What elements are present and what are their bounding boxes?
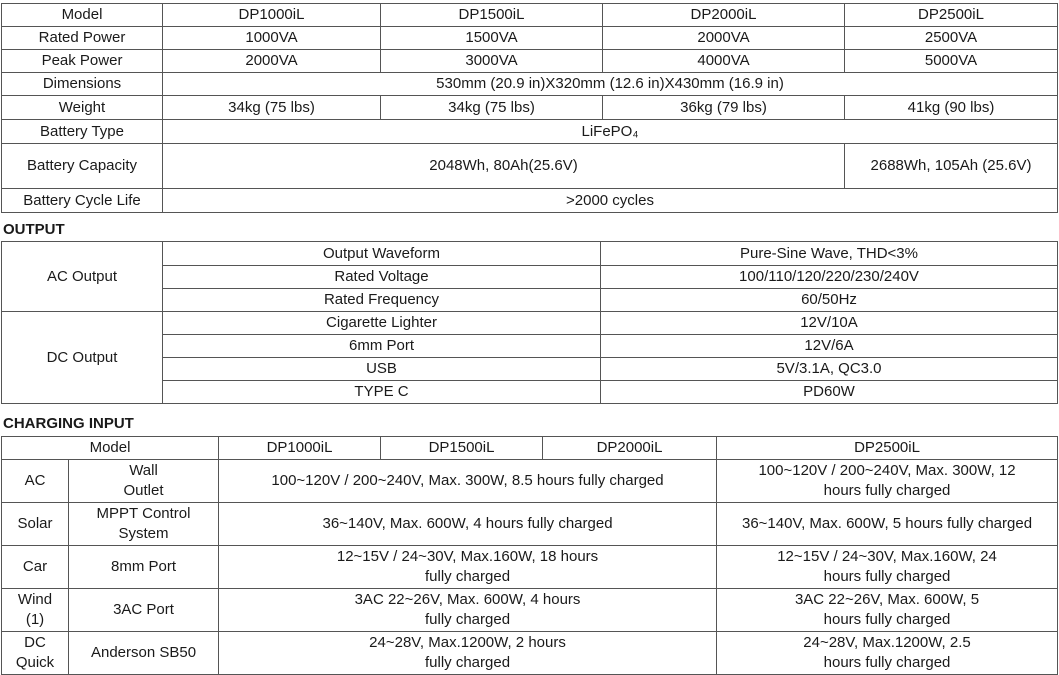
spec-row-peak-power (2, 50, 1058, 73)
charging-type: Solar (2, 503, 69, 546)
charging-type: Car (2, 546, 69, 589)
spec-value: LiFePO₄ (163, 120, 1058, 144)
spec-value: 4000VA (603, 50, 845, 73)
charging-port: 8mm Port (69, 546, 219, 589)
spec-value: 2000VA (603, 27, 845, 50)
output-param: Output Waveform (163, 242, 601, 266)
spec-row-battery-type (2, 120, 1058, 144)
spec-value: 1000VA (163, 27, 381, 50)
output-value: 100/110/120/220/230/240V (601, 266, 1058, 289)
spec-value: 2688Wh, 105Ah (25.6V) (845, 144, 1058, 189)
spec-value: 5000VA (845, 50, 1058, 73)
charging-spec: 36~140V, Max. 600W, 5 hours fully charged (717, 503, 1058, 546)
spec-value: 2500VA (845, 27, 1058, 50)
output-value: 60/50Hz (601, 289, 1058, 312)
spec-value: 3000VA (381, 50, 603, 73)
spec-value: >2000 cycles (163, 189, 1058, 213)
spec-row-model (2, 4, 1058, 27)
charging-port: Anderson SB50 (69, 632, 219, 675)
spec-value: 530mm (20.9 in)X320mm (12.6 in)X430mm (16.9 in) (163, 73, 1058, 96)
charging-spec: 12~15V / 24~30V, Max.160W, 18 hours fully charged (219, 546, 717, 589)
row-label: Battery Type (2, 120, 163, 144)
spec-value: 2048Wh, 80Ah(25.6V) (163, 144, 845, 189)
spec-table (1, 3, 1058, 213)
spec-value: 36kg (79 lbs) (603, 96, 845, 120)
spec-row-weight (2, 96, 1058, 120)
charging-spec: 36~140V, Max. 600W, 4 hours fully charged (219, 503, 717, 546)
spec-value: 1500VA (381, 27, 603, 50)
charging-row (2, 503, 1058, 546)
output-value: PD60W (601, 381, 1058, 404)
model-name: DP2500iL (845, 4, 1058, 27)
spec-row-rated-power (2, 27, 1058, 50)
model-name: DP2000iL (543, 437, 717, 460)
charging-type: AC (2, 460, 69, 503)
spec-row-battery-capacity (2, 144, 1058, 189)
output-param: Cigarette Lighter (163, 312, 601, 335)
output-value: 12V/10A (601, 312, 1058, 335)
charging-heading: CHARGING INPUT (3, 415, 134, 432)
charging-row (2, 589, 1058, 632)
output-value: Pure-Sine Wave, THD<3% (601, 242, 1058, 266)
charging-spec: 12~15V / 24~30V, Max.160W, 24 hours fully charged (717, 546, 1058, 589)
spec-row-dimensions (2, 73, 1058, 96)
ac-output-label: AC Output (2, 242, 163, 312)
output-row (2, 242, 1058, 266)
model-name: DP2000iL (603, 4, 845, 27)
output-table (1, 241, 1058, 404)
charging-port: Wall Outlet (69, 460, 219, 503)
row-label: Battery Cycle Life (2, 189, 163, 213)
row-label: Dimensions (2, 73, 163, 96)
dc-output-label: DC Output (2, 312, 163, 404)
model-name: DP1000iL (163, 4, 381, 27)
row-label: Peak Power (2, 50, 163, 73)
output-param: TYPE C (163, 381, 601, 404)
spec-value: 41kg (90 lbs) (845, 96, 1058, 120)
charging-port: 3AC Port (69, 589, 219, 632)
charging-spec: 24~28V, Max.1200W, 2.5 hours fully charged (717, 632, 1058, 675)
model-name: DP2500iL (717, 437, 1058, 460)
row-label: Battery Capacity (2, 144, 163, 189)
spec-value: 34kg (75 lbs) (381, 96, 603, 120)
output-row (2, 312, 1058, 335)
charging-type: DC Quick (2, 632, 69, 675)
spec-value: 2000VA (163, 50, 381, 73)
charging-port: MPPT Control System (69, 503, 219, 546)
model-name: DP1000iL (219, 437, 381, 460)
charging-spec: 100~120V / 200~240V, Max. 300W, 8.5 hours fully charged (219, 460, 717, 503)
charging-spec: 24~28V, Max.1200W, 2 hours fully charged (219, 632, 717, 675)
output-value: 5V/3.1A, QC3.0 (601, 358, 1058, 381)
row-label: Model (2, 4, 163, 27)
model-name: DP1500iL (381, 4, 603, 27)
output-param: 6mm Port (163, 335, 601, 358)
charging-row (2, 460, 1058, 503)
charging-spec: 3AC 22~26V, Max. 600W, 5 hours fully charged (717, 589, 1058, 632)
row-label: Weight (2, 96, 163, 120)
output-param: USB (163, 358, 601, 381)
charging-header-row (2, 437, 1058, 460)
charging-table (1, 436, 1058, 675)
model-header: Model (2, 437, 219, 460)
charging-spec: 100~120V / 200~240V, Max. 300W, 12 hours fully charged (717, 460, 1058, 503)
output-value: 12V/6A (601, 335, 1058, 358)
output-param: Rated Voltage (163, 266, 601, 289)
output-param: Rated Frequency (163, 289, 601, 312)
spec-row-cycle-life (2, 189, 1058, 213)
charging-row (2, 632, 1058, 675)
charging-row (2, 546, 1058, 589)
model-name: DP1500iL (381, 437, 543, 460)
spec-value: 34kg (75 lbs) (163, 96, 381, 120)
output-heading: OUTPUT (3, 221, 65, 238)
row-label: Rated Power (2, 27, 163, 50)
charging-type: Wind (1) (2, 589, 69, 632)
charging-spec: 3AC 22~26V, Max. 600W, 4 hours fully charged (219, 589, 717, 632)
